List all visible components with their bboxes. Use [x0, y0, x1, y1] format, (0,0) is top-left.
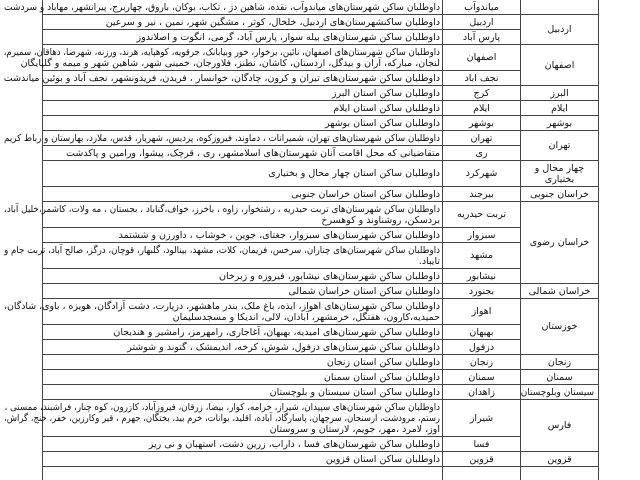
description-cell-text: داوطلبان ساکن شهرستان‌های بیله سوار، پارس آباد، گرمی، انگوت و اصلاندوز [136, 31, 440, 43]
table-row [43, 467, 599, 480]
city-cell [443, 370, 521, 385]
city-cell [443, 116, 521, 131]
city-cell [443, 15, 521, 30]
table-row [43, 187, 599, 202]
description-cell [43, 284, 443, 299]
description-cell-text: داوطلبان ساکن شهرستان‌های دزفول، شوش، کرخه، اندیمشک ، گتوند و شوشتر [127, 341, 440, 353]
description-cell [43, 146, 443, 161]
description-cell [43, 452, 443, 467]
city-cell [443, 146, 521, 161]
city-cell [443, 385, 521, 400]
description-cell-text: داوطلبان ساکن استان چهار محال و بختیاری [268, 168, 440, 179]
city-cell-text: اردبیل [469, 16, 494, 28]
description-cell [43, 187, 443, 202]
province-cell-text: چهار محال و بختیاری [534, 162, 585, 185]
description-cell-text: داوطلبان ساکن شهرستان‌های نیشابور، فیروزه و زبرخان [219, 270, 440, 282]
city-cell-text: میاندوآب [464, 1, 499, 13]
city-cell-text: شیراز [469, 412, 494, 424]
city-cell-text: بوشهر [468, 117, 495, 129]
description-cell [43, 385, 443, 400]
city-cell-text: فسا [473, 438, 490, 450]
province-cell [521, 0, 599, 15]
table-row [43, 71, 599, 86]
description-cell-text: داوطلبان ساکن استان قزوین [325, 453, 440, 465]
city-cell [443, 325, 521, 340]
city-cell-text: ری [475, 147, 488, 159]
city-cell-text: بهبهان [469, 326, 494, 338]
table-row [43, 45, 599, 71]
city-cell-text: زنجان [469, 356, 494, 368]
province-cell-text: تهران [548, 140, 571, 151]
province-cell [521, 15, 599, 45]
description-cell-text: داوطلبان ساکن شهرستان‌های فسا ، داراب، زرین دشت، استهبان و نی ریز [148, 438, 440, 450]
province-cell-text: اصفهان [544, 59, 575, 71]
description-cell-text: داوطلبان ساکن شهرستان‌های میاندوآب، نقده، شاهین دژ ، تکاب، بوکان، باروق، چهاربرج، پیرانشهر، مهاباد و سردشت [4, 1, 440, 13]
table-row [43, 243, 599, 269]
description-cell [4, 131, 443, 146]
description-cell [43, 437, 443, 452]
city-cell [443, 467, 521, 480]
province-cell [521, 45, 599, 86]
description-cell [3, 71, 443, 86]
description-cell-text: داوطلبان ساکن استان سمنان [323, 371, 440, 383]
description-cell-text: داوطلبان ساکن استان سیستان و بلوچستان [269, 386, 440, 398]
province-cell [521, 400, 599, 452]
city-cell-text: سبزوار [467, 229, 496, 241]
city-cell-text: تربت حیدریه [457, 209, 506, 220]
city-cell [443, 299, 521, 325]
description-cell-text: داوطلبان ساکن شهرستان‌های امیدیه، بهبهان، آغاجاری، رامهرمز، رامشیر و هندیجان [113, 326, 440, 338]
description-cell [3, 45, 443, 71]
description-cell-text: داوطلبان ساکن استان ایلام [333, 102, 440, 114]
city-cell-text: قزوین [469, 453, 494, 465]
table-row [43, 355, 599, 370]
province-cell-text: قزوین [547, 453, 572, 465]
description-cell [43, 30, 443, 45]
city-cell-text: ایلام [473, 102, 490, 114]
city-cell-text: کرج [473, 87, 490, 99]
city-cell-text: اصفهان [466, 52, 497, 63]
table-row [43, 101, 599, 116]
description-cell [3, 299, 443, 325]
province-cell-text: ایلام [551, 102, 568, 114]
description-cell [43, 467, 443, 480]
city-cell-text: شهرکرد [465, 168, 498, 179]
description-cell-text: داوطلبان ساکن شهرستان‌های تهران، شمیرانات ، دماوند، فیروزکوه، پردیس، شهریار، قدس، ملارد، بهارستان و رباط کریم [4, 132, 441, 144]
description-cell [43, 370, 443, 385]
city-cell [443, 45, 521, 71]
table-row [43, 161, 599, 187]
province-cell [521, 385, 599, 400]
city-cell [443, 340, 521, 355]
table-body [3, 0, 599, 480]
table-row [43, 30, 599, 45]
table-row [43, 299, 599, 325]
province-cell-text: بوشهر [546, 117, 573, 129]
table-row [43, 385, 599, 400]
table-row [43, 370, 599, 385]
table-row [43, 340, 599, 355]
table-row [43, 452, 599, 467]
description-cell [43, 325, 443, 340]
province-cell [521, 131, 599, 161]
city-cell [443, 71, 521, 86]
description-cell [43, 228, 443, 243]
description-cell-text: داوطلبان ساکن استان البرز [331, 87, 440, 99]
province-cell [521, 86, 599, 101]
description-cell [43, 269, 443, 284]
province-cell-text: سمنان [546, 371, 573, 383]
province-cell [521, 284, 599, 299]
table-row [43, 284, 599, 299]
city-cell-text: بجنورد [468, 285, 495, 297]
description-cell [43, 355, 443, 370]
description-cell [43, 101, 443, 116]
description-cell-text: متقاضیانی که محل اقامت آنان شهرستان‌های اسلامشهر، ری ، قرچک، پیشوا، ورامین و پاکدشت [66, 147, 440, 159]
province-cell [521, 161, 599, 187]
city-cell [443, 202, 521, 228]
city-cell [443, 30, 521, 45]
province-cell [521, 299, 599, 355]
province-cell [521, 452, 599, 467]
city-cell [443, 0, 521, 15]
table-row [43, 269, 599, 284]
province-cell [521, 467, 599, 480]
city-cell-text: سمنان [468, 371, 495, 383]
province-cell-text: خراسان شمالی [528, 285, 591, 297]
description-cell-text: داوطلبان ساکن شهرستان‌های سپیدان، شیراز، خرامه، کوار، بیضا، زرقان، فیروزآباد، کازرون، کوه چنار، فراشبند، ممسنی ، رستم، مرودشت، ارسنجان، سرچهان، پاسارگاد، آباده، اقلید، بوانات، خرم بید، بختگان، جهرم ، قیر وکارزین، خفر، خنج، گراش، اوز، لامرد ،مهر، جویم، لارستان و سروستان [3, 401, 440, 435]
city-cell [443, 284, 521, 299]
description-cell [4, 243, 443, 269]
description-cell [3, 400, 443, 437]
city-cell-text: مشهد [470, 250, 493, 261]
description-cell [43, 15, 443, 30]
city-cell [443, 243, 521, 269]
description-cell-text: داوطلبان ساکن شهرستان‌های اصفهان، نائین، برخوار، خور وبیابانک، جرقویه، کوهپایه، هرند، ورزنه، شهرضا، دهاقان، سمیرم، لنجان، مبارکه، آران و بیدگل، اردستان، کاشان، نطنز، فلاورجان، خمینی شهر، شاهین شهر و میمه و گلپایگان [3, 46, 440, 69]
description-cell-text: داوطلبان ساکن استان زنجان [326, 356, 440, 368]
table-row [43, 400, 599, 437]
province-cell [521, 187, 599, 202]
description-cell-text: داوطلبان ساکن شهرستان‌های تیران و کرون، چادگان، خوانسار ، فریدن، فریدونشهر، نجف آباد و بوئین میاندشت [3, 72, 440, 84]
description-cell [43, 161, 443, 187]
province-cell [521, 370, 599, 385]
table-row [43, 202, 599, 228]
description-cell [4, 0, 443, 15]
city-cell [443, 452, 521, 467]
city-cell [443, 437, 521, 452]
description-cell-text: داوطلبان ساکن شهرستان‌های تربت حیدریه ، رشتخوار، زاوه ، باخرز، خواف،گناباد ، بجستان ، مه ولات، کاشمر،خلیل آباد، بردسکن، روشناوند و کوهسرخ [4, 203, 440, 226]
table-row [43, 325, 599, 340]
description-cell [43, 116, 443, 131]
residency-assignment-table [3, 0, 599, 480]
description-cell [4, 202, 443, 228]
city-cell [443, 400, 521, 437]
table-row [43, 228, 599, 243]
city-cell-text: پارس آباد [462, 31, 501, 43]
province-cell-text: خراسان جنوبی [530, 188, 589, 200]
table-row [43, 116, 599, 131]
province-cell-text: البرز [550, 87, 569, 99]
table-row [43, 86, 599, 101]
description-cell [43, 340, 443, 355]
province-cell [521, 101, 599, 116]
city-cell [443, 187, 521, 202]
city-cell [443, 269, 521, 284]
table-row [43, 0, 599, 15]
description-cell-text: داوطلبان ساکن استان خراسان شمالی [288, 285, 440, 297]
province-cell [521, 355, 599, 370]
description-cell-text: داوطلبان ساکن شهرستان‌های چناران، سرخس، فریمان، کلات، مشهد، بینالود، گلبهار، قوچان، درگز، صالح آباد، تربت جام و تایباد. [4, 244, 441, 267]
description-cell-text: داوطلبان ساکن استان خراسان جنوبی [291, 188, 440, 200]
province-cell [521, 202, 599, 284]
city-cell-text: بیرجند [469, 188, 494, 200]
table-row [43, 146, 599, 161]
table-row [43, 437, 599, 452]
city-cell-text: اهواز [471, 306, 492, 317]
description-cell-text: داوطلبان ساکن شهرستان‌های سبزوار، جغتای، جوین ، خوشاب ، داورزن و ششتمد [118, 229, 440, 241]
city-cell-text: نیشابور [466, 270, 497, 282]
city-cell-text: تهران [470, 132, 493, 144]
city-cell [443, 86, 521, 101]
table-row [43, 131, 599, 146]
province-cell-text: اردبیل [547, 24, 572, 35]
table-row [43, 15, 599, 30]
province-cell [521, 116, 599, 131]
province-cell-text: سیستان وبلوچستان [520, 386, 595, 398]
description-cell [43, 86, 443, 101]
province-cell-text: خوزستان [541, 321, 578, 332]
description-cell-text: داوطلبان ساکن شهرستان‌های اهواز، ایذه، باغ ملک، بندر ماهشهر، دزپارت، دشت آزادگان، هویزه ، باوی، شادگان، حمیدیه،کارون، هفتگل، خرمشهر، آبادان، لالی، اندیکا و مسجدسلیمان [3, 300, 440, 323]
province-cell-text: زنجان [547, 356, 572, 368]
city-cell [443, 228, 521, 243]
city-cell [443, 131, 521, 146]
city-cell-text: نجف اباد [464, 72, 499, 84]
city-cell [443, 101, 521, 116]
city-cell [443, 161, 521, 187]
province-cell-text: خراسان رضوی [529, 237, 590, 248]
city-cell [443, 355, 521, 370]
description-cell-text: داوطلبان ساکنشهرستان‌های اردبیل، خلخال، کوثر ، مشگین شهر، نمین ، نیر و سرعین [105, 16, 440, 28]
province-cell-text: فارس [547, 420, 572, 431]
city-cell-text: زاهدان [468, 386, 495, 398]
city-cell-text: دزفول [468, 341, 495, 353]
description-cell-text: داوطلبان ساکن استان بوشهر [324, 117, 440, 129]
